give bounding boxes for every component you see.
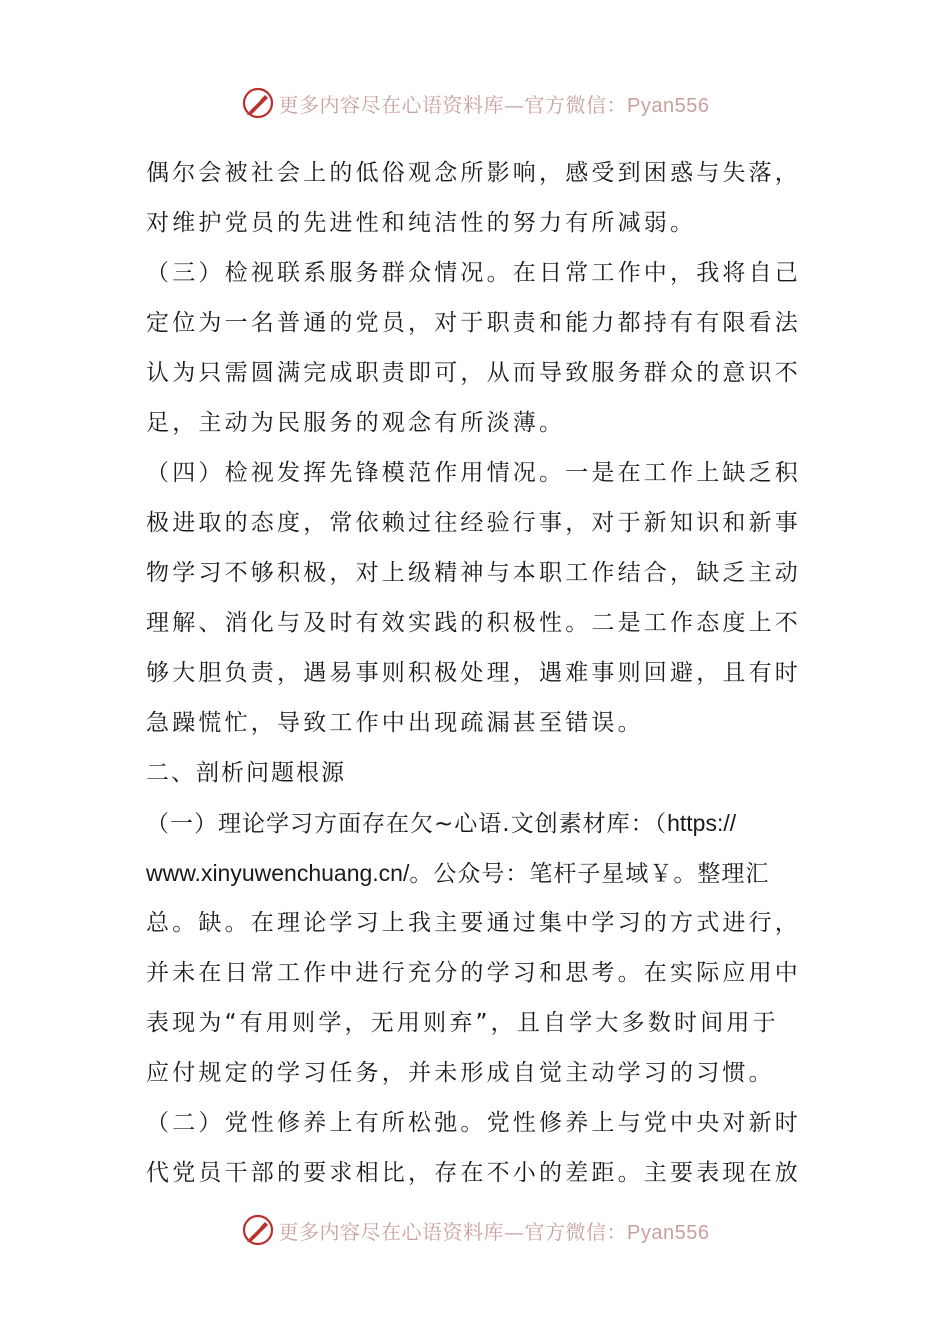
text-line: 总。缺。在理论学习上我主要通过集中学习的方式进行， [146, 910, 801, 936]
url-link-part[interactable]: www.xinyuwenchuang.cn/ [146, 860, 410, 886]
pen-logo-icon [241, 1213, 275, 1247]
text-line: 理解、消化与及时有效实践的积极性。二是工作态度上不 [146, 610, 801, 636]
header-banner-text: 更多内容尽在心语资料库—官方微信：Pyan556 [278, 92, 710, 117]
text-line: 对维护党员的先进性和纯洁性的努力有所减弱。 [146, 210, 697, 236]
text-line: 偶尔会被社会上的低俗观念所影响，感受到困惑与失落， [146, 160, 801, 186]
text-line: 认为只需圆满完成职责即可，从而导致服务群众的意识不 [146, 360, 801, 386]
text-line: 极进取的态度，常依赖过往经验行事，对于新知识和新事 [146, 510, 801, 536]
document-body [146, 148, 808, 1198]
text-line-with-url [146, 798, 808, 848]
header-banner [0, 83, 950, 123]
text-line: 足，主动为民服务的观念有所淡薄。 [146, 410, 566, 436]
text-line: 够大胆负责，遇易事则积极处理，遇难事则回避，且有时 [146, 660, 801, 686]
text-line: 定位为一名普通的党员，对于职责和能力都持有有限看法 [146, 310, 801, 336]
footer-wechat-id: Pyan556 [627, 1221, 710, 1244]
text-line: 表现为“有用则学，无用则弃”，且自学大多数时间用于 [146, 1010, 779, 1036]
url-link-part[interactable]: https:// [667, 810, 737, 836]
text-line: 应付规定的学习任务，并未形成自觉主动学习的习惯。 [146, 1060, 775, 1086]
section-heading: 二、剖析问题根源 [146, 760, 346, 786]
text-line-with-url [146, 848, 808, 898]
header-wechat-id: Pyan556 [627, 94, 710, 117]
text-line: 代党员干部的要求相比，存在不小的差距。主要表现在放 [146, 1160, 801, 1186]
footer-banner [0, 1210, 950, 1250]
text-line: （四）检视发挥先锋模范作用情况。一是在工作上缺乏积 [146, 460, 801, 486]
text-segment: （一）理论学习方面存在欠~心语.文创素材库：（ [146, 811, 668, 837]
text-line: 物学习不够积极，对上级精神与本职工作结合，缺乏主动 [146, 560, 801, 586]
text-line: （三）检视联系服务群众情况。在日常工作中，我将自己 [146, 260, 801, 286]
text-line: 急躁慌忙，导致工作中出现疏漏甚至错误。 [146, 710, 644, 736]
pen-logo-icon [241, 86, 275, 120]
text-line: （二）党性修养上有所松弛。党性修养上与党中央对新时 [146, 1110, 801, 1136]
text-segment: 。公众号：笔杆子星域￥。整理汇 [409, 861, 770, 887]
text-line: 并未在日常工作中进行充分的学习和思考。在实际应用中 [146, 960, 801, 986]
footer-banner-text: 更多内容尽在心语资料库—官方微信：Pyan556 [278, 1219, 710, 1244]
